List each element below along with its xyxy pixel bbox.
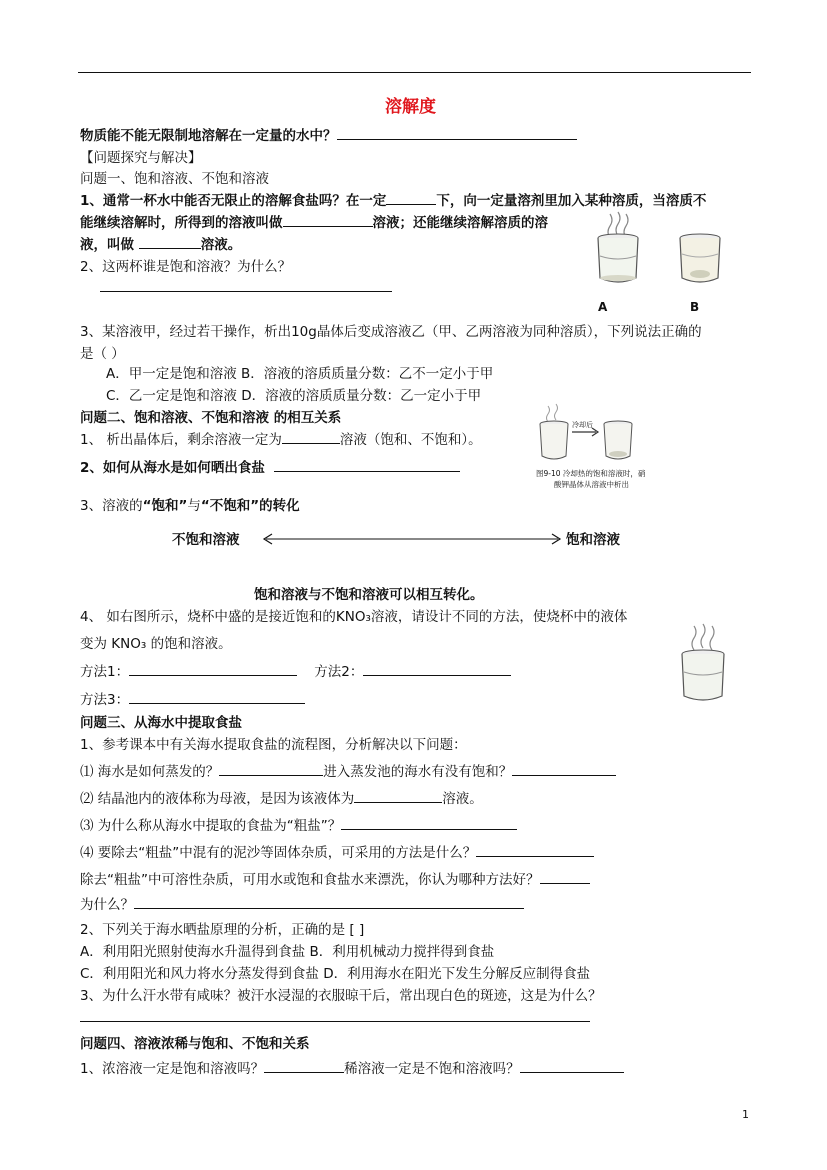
q3-sub1: ⑴ 海水是如何蒸发的？ 进入蒸发池的海水有没有饱和？ — [80, 760, 616, 780]
q3-sub2: ⑵ 结晶池内的液体称为母液，是因为该液体为 溶液。 — [80, 787, 483, 807]
answer-blank[interactable] — [341, 815, 517, 830]
answer-blank[interactable] — [540, 869, 590, 884]
q1-item1-line1: 1、通常一杯水中能否无限止的溶解食盐吗？在一定 下，向一定量溶剂里加入某种溶质，当溶质不 — [80, 189, 706, 209]
q3-sub3: ⑶ 为什么称从海水中提取的食盐为“粗盐”？ — [80, 814, 517, 834]
beaker-b-illustration — [674, 208, 726, 288]
q3-sub4-c: 为什么？ — [80, 893, 524, 913]
section-header: 【问题探究与解决】 — [80, 150, 202, 166]
conversion-double-arrow — [262, 532, 562, 546]
q3-item2: 2、下列关于海水晒盐原理的分析，正确的是 [ ] — [80, 922, 365, 938]
beaker-a-illustration — [592, 208, 644, 288]
q2-item4-line1: 4、 如右图所示，烧杯中盛的是接近饱和的KNO₃溶液，请设计不同的方法，使烧杯中的液体 — [80, 609, 628, 625]
q1-item3-cont: 是（ ） — [80, 346, 125, 362]
answer-blank[interactable] — [139, 234, 201, 249]
q2-item4-line2: 变为 KNO₃ 的饱和溶液。 — [80, 636, 232, 652]
answer-blank[interactable] — [512, 761, 616, 776]
q3-sub4: ⑷ 要除去“粗盐”中混有的泥沙等固体杂质，可采用的方法是什么？ — [80, 841, 594, 861]
cooling-crystallization-figure — [534, 402, 638, 464]
method1: 方法1： 方法2： — [80, 660, 511, 680]
answer-line[interactable] — [80, 1021, 590, 1022]
q3-item3: 3、为什么汗水带有咸味？被汗水浸湿的衣服晾干后，常出现白色的斑迹，这是为什么？ — [80, 988, 602, 1004]
q1-heading: 问题一、饱和溶液、不饱和溶液 — [80, 171, 269, 187]
answer-blank[interactable] — [129, 689, 305, 704]
answer-blank[interactable] — [282, 429, 340, 444]
method3: 方法3： — [80, 688, 305, 708]
q3-options-ab: A．利用阳光照射使海水升温得到食盐 B．利用机械动力搅拌得到食盐 — [80, 944, 495, 960]
answer-blank[interactable] — [219, 761, 323, 776]
answer-blank[interactable] — [476, 842, 594, 857]
answer-blank[interactable] — [386, 190, 436, 205]
answer-blank[interactable] — [520, 1058, 624, 1073]
page-number: 1 — [742, 1108, 749, 1121]
q3-sub4-b: 除去“粗盐”中可溶性杂质，可用水或饱和食盐水来漂洗，你认为哪种方法好？ — [80, 868, 590, 888]
q4-heading: 问题四、溶液浓稀与饱和、不饱和关系 — [80, 1036, 310, 1052]
page-title: 溶解度 — [385, 97, 436, 117]
label-a: A — [598, 300, 608, 314]
q2-item1: 1、 析出晶体后，剩余溶液一定为 溶液（饱和、不饱和）。 — [80, 428, 482, 448]
answer-line[interactable] — [100, 291, 392, 292]
fig-caption-line1: 图9-10 冷却热的饱和溶液时，硝 — [536, 469, 646, 478]
q3-heading: 问题三、从海水中提取食盐 — [80, 715, 242, 731]
q1-item2: 2、这两杯谁是饱和溶液？为什么？ — [80, 259, 292, 275]
q2-item3: 3、溶液的“饱和”与“不饱和”的转化 — [80, 498, 300, 514]
fig-arrow-label: 冷却后 — [572, 421, 593, 429]
unsaturated-label: 不饱和溶液 — [172, 532, 240, 548]
q1-item1-line3: 液，叫做 溶液。 — [80, 233, 241, 253]
q1-item1-line2: 能继续溶解时，所得到的溶液叫做 溶液；还能继续溶解溶质的溶 — [80, 211, 548, 231]
q3-item1: 1、参考课本中有关海水提取食盐的流程图，分析解决以下问题： — [80, 737, 467, 753]
answer-blank[interactable] — [274, 457, 460, 472]
q2-heading: 问题二、饱和溶液、不饱和溶液 的相互关系 — [80, 410, 342, 426]
q1-options-cd: C．乙一定是饱和溶液 D．溶液的溶质质量分数：乙一定小于甲 — [106, 388, 482, 404]
label-b: B — [690, 300, 700, 314]
conversion-conclusion: 饱和溶液与不饱和溶液可以相互转化。 — [254, 587, 484, 603]
q3-options-cd: C．利用阳光和风力将水分蒸发得到食盐 D．利用海水在阳光下发生分解反应制得食盐 — [80, 966, 591, 982]
answer-blank[interactable] — [129, 661, 297, 676]
answer-blank[interactable] — [283, 212, 373, 227]
kno3-beaker-illustration — [676, 622, 730, 706]
q1-item3: 3、某溶液甲，经过若干操作，析出10g晶体后变成溶液乙（甲、乙两溶液为同种溶质），下列说法正确的 — [80, 324, 702, 340]
answer-blank[interactable] — [354, 788, 442, 803]
answer-blank[interactable] — [337, 125, 577, 140]
fig-caption-line2: 酸钾晶体从溶液中析出 — [554, 480, 629, 489]
answer-blank[interactable] — [134, 894, 524, 909]
header-rule — [78, 72, 751, 73]
q4-item1: 1、浓溶液一定是饱和溶液吗？ 稀溶液一定是不饱和溶液吗？ — [80, 1057, 624, 1077]
saturated-label: 饱和溶液 — [566, 532, 620, 548]
answer-blank[interactable] — [363, 661, 511, 676]
q2-item2: 2、如何从海水是如何晒出食盐 — [80, 456, 460, 476]
intro-question: 物质能不能无限制地溶解在一定量的水中？ — [80, 124, 577, 144]
q1-options-ab: A．甲一定是饱和溶液 B．溶液的溶质质量分数：乙不一定小于甲 — [106, 366, 494, 382]
answer-blank[interactable] — [264, 1058, 344, 1073]
